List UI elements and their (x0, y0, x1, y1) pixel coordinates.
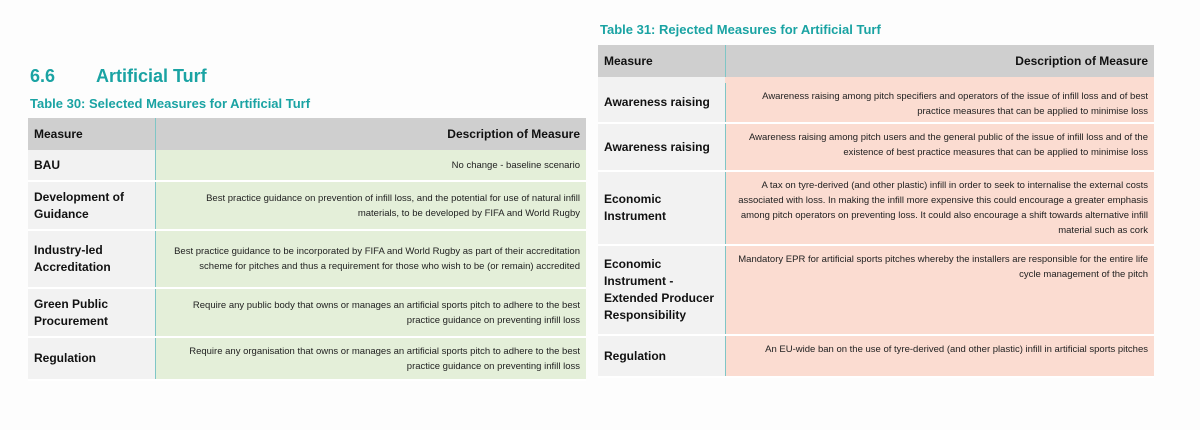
table-30-selected-measures (28, 118, 586, 381)
table-row (28, 288, 586, 337)
description-cell: Best practice guidance on prevention of infill loss, and the potential for use of natural infill materials, to be developed by FIFA and World Rugby (155, 181, 586, 230)
description-cell: An EU-wide ban on the use of tyre-derived (and other plastic) infill in artificial sports pitches (725, 335, 1154, 377)
measure-cell: Awareness raising (598, 123, 725, 171)
measure-cell: Development of Guidance (28, 181, 155, 230)
column-header-measure: Measure (28, 118, 155, 150)
table-row (598, 123, 1154, 171)
table-header-row (28, 118, 586, 150)
description-cell: No change - baseline scenario (155, 150, 586, 181)
table-row (598, 171, 1154, 245)
table-row (28, 181, 586, 230)
table-row (598, 245, 1154, 335)
column-header-description: Description of Measure (155, 118, 586, 150)
measure-cell: Awareness raising (598, 83, 725, 123)
table-row (28, 150, 586, 181)
measure-cell: BAU (28, 150, 155, 181)
table-row (598, 335, 1154, 377)
table-header-row (598, 45, 1154, 77)
measure-cell: Economic Instrument - Extended Producer Responsibility (598, 245, 725, 335)
table-row (598, 83, 1154, 123)
description-cell: Awareness raising among pitch specifiers and operators of the issue of infill loss and of best practice measures that can be applied to minimise loss (725, 83, 1154, 123)
column-header-description: Description of Measure (725, 45, 1154, 77)
section-number: 6.6 (30, 66, 56, 86)
table-row (28, 337, 586, 380)
column-header-measure: Measure (598, 45, 725, 77)
description-cell: Require any public body that owns or manages an artificial sports pitch to adhere to the best practice guidance on preventing infill loss (155, 288, 586, 337)
description-cell: A tax on tyre-derived (and other plastic) infill in order to seek to internalise the external costs associated with loss. In making the infill more expensive this could encourage a greater emphasis among pitch operators on preventing loss. It could also encourage a shift towards alternative infill material such as cork (725, 171, 1154, 245)
description-cell: Best practice guidance to be incorporated by FIFA and World Rugby as part of their accreditation scheme for pitches and thus a requirement for those who wish to be (or remain) accredited (155, 230, 586, 288)
table-31-rejected-measures (598, 45, 1154, 378)
table-30-caption: Table 30: Selected Measures for Artificial Turf (30, 96, 311, 111)
measure-cell: Economic Instrument (598, 171, 725, 245)
table-31-caption: Table 31: Rejected Measures for Artificial Turf (600, 22, 881, 37)
section-title: Artificial Turf (96, 66, 207, 86)
description-cell: Awareness raising among pitch users and the general public of the issue of infill loss and of the existence of best practice measures that can be applied to minimise loss (725, 123, 1154, 171)
measure-cell: Industry-led Accreditation (28, 230, 155, 288)
section-heading (30, 66, 207, 87)
table-row (28, 230, 586, 288)
measure-cell: Regulation (598, 335, 725, 377)
description-cell: Mandatory EPR for artificial sports pitches whereby the installers are responsible for the entire life cycle management of the pitch (725, 245, 1154, 335)
description-cell: Require any organisation that owns or manages an artificial sports pitch to adhere to the best practice guidance on preventing infill loss (155, 337, 586, 380)
measure-cell: Regulation (28, 337, 155, 380)
measure-cell: Green Public Procurement (28, 288, 155, 337)
